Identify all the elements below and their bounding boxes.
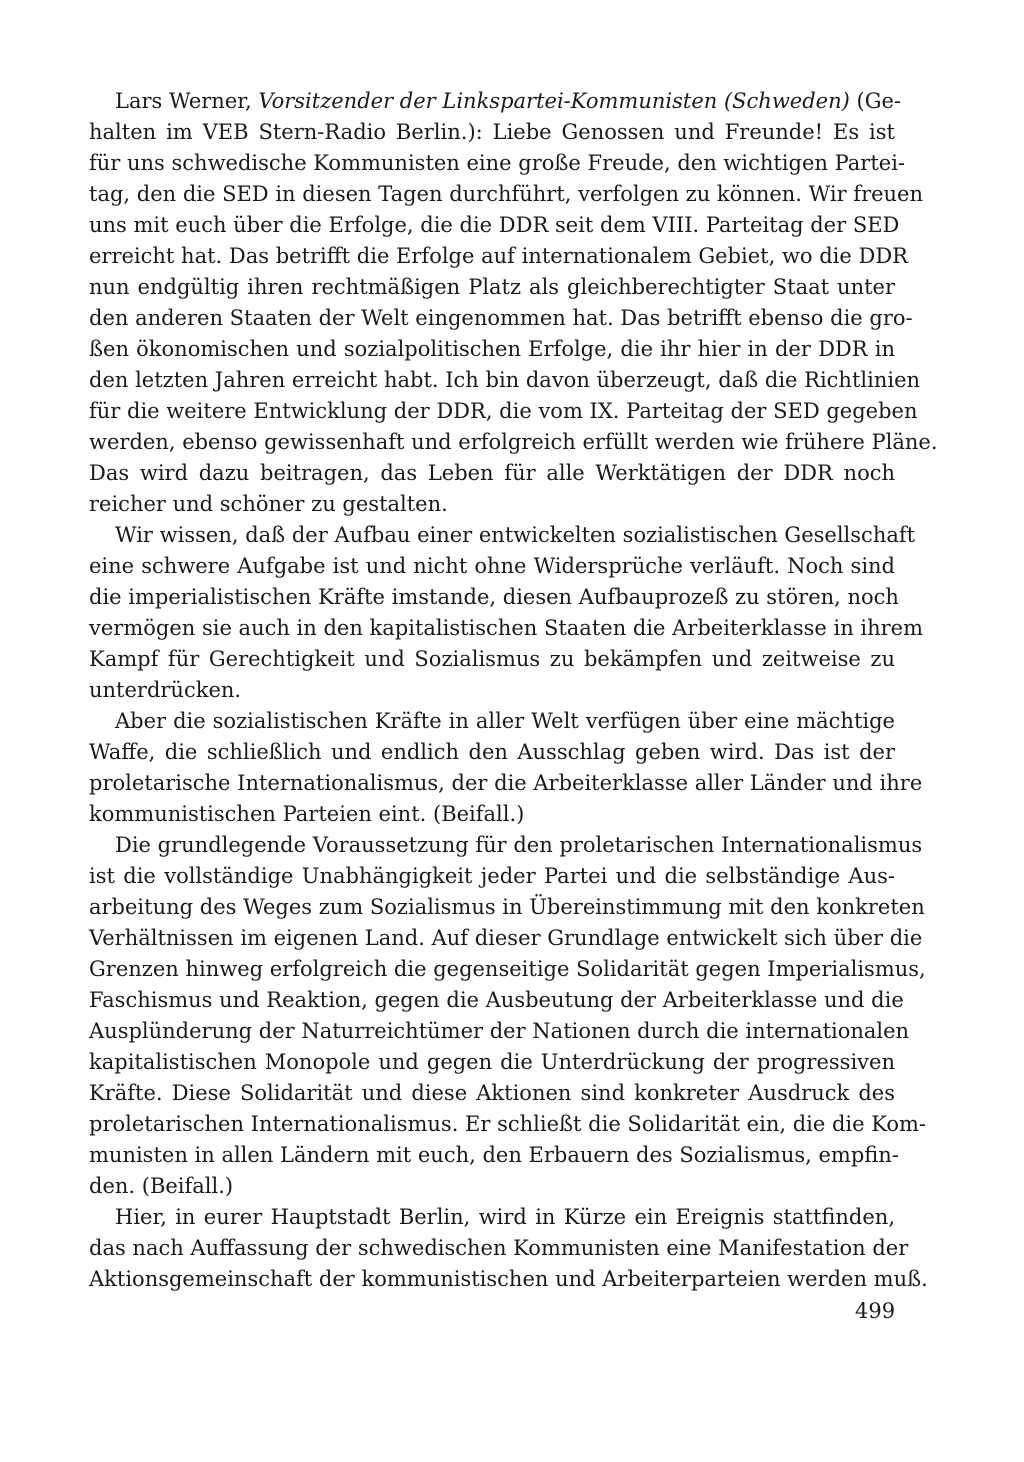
text-line: arbeitung des Weges zum Sozialismus in Übereinstimmung mit den konkreten xyxy=(89,895,925,919)
text-line: vermögen sie auch in den kapitalistischen Staaten die Arbeiterklasse in ihrem xyxy=(89,616,924,640)
text-line: das nach Auffassung der schwedischen Kommunisten eine Manifestation der xyxy=(89,1236,909,1260)
text-line: munisten in allen Ländern mit euch, den Erbauern des Sozialismus, empfin- xyxy=(89,1143,899,1167)
text-line: ist die vollständige Unabhängigkeit jeder Partei und die selbständige Aus- xyxy=(89,864,895,888)
opening-line-rest: (Ge- xyxy=(856,89,901,113)
text-line: werden, ebenso gewissenhaft und erfolgreich erfüllt werden wie frühere Pläne. xyxy=(89,430,938,454)
text-line: unterdrücken. xyxy=(89,678,242,702)
text-line: Ausplünderung der Naturreichtümer der Nationen durch die internationalen xyxy=(89,1019,910,1043)
text-line: eine schwere Aufgabe ist und nicht ohne Widersprüche verläuft. Noch sind xyxy=(89,554,895,578)
text-line: proletarische Internationalismus, der die Arbeiterklasse aller Länder und ihre xyxy=(89,771,923,795)
text-line: den anderen Staaten der Welt eingenommen hat. Das betrifft ebenso die gro- xyxy=(89,306,913,330)
text-line: Wir wissen, daß der Aufbau einer entwickelten sozialistischen Gesellschaft xyxy=(115,523,916,547)
page-number: 499 xyxy=(855,1299,896,1323)
text-line: die imperialistischen Kräfte imstande, diesen Aufbauprozeß zu stören, noch xyxy=(89,585,899,609)
paragraph xyxy=(89,706,923,830)
speaker-role: Vorsitzender der Linkspartei-Kommunisten (Schweden) xyxy=(258,89,850,113)
text-line: kommunistischen Parteien eint. (Beifall.) xyxy=(89,802,525,826)
text-line: Die grundlegende Voraussetzung für den proletarischen Internationalismus xyxy=(115,833,923,857)
text-line: für die weitere Entwicklung der DDR, die vom IX. Parteitag der SED gegeben xyxy=(89,399,918,423)
text-line: Faschismus und Reaktion, gegen die Ausbeutung der Arbeiterklasse und die xyxy=(89,988,904,1012)
text-line: Kampf für Gerechtigkeit und Sozialismus zu bekämpfen und zeitweise zu xyxy=(89,647,895,671)
text-line: kapitalistischen Monopole und gegen die Unterdrückung der progressiven xyxy=(89,1050,895,1074)
text-line: erreicht hat. Das betrifft die Erfolge auf internationalem Gebiet, wo die DDR xyxy=(89,244,908,268)
text-line: Waffe, die schließlich und endlich den Ausschlag geben wird. Das ist der xyxy=(89,740,895,764)
text-line: tag, den die SED in diesen Tagen durchführt, verfolgen zu können. Wir freuen xyxy=(89,182,924,206)
paragraph xyxy=(89,830,927,1202)
text-line: reicher und schöner zu gestalten. xyxy=(89,492,448,516)
text-line: Kräfte. Diese Solidarität und diese Aktionen sind konkreter Ausdruck des xyxy=(89,1081,895,1105)
text-line: Das wird dazu beitragen, das Leben für alle Werktätigen der DDR noch xyxy=(89,461,895,485)
text-line: proletarischen Internationalismus. Er schließt die Solidarität ein, die die Kom- xyxy=(89,1112,927,1136)
text-line: Grenzen hinweg erfolgreich die gegenseitige Solidarität gegen Imperialismus, xyxy=(89,957,926,981)
text-line: Aktionsgemeinschaft der kommunistischen und Arbeiterparteien werden muß. xyxy=(89,1267,928,1291)
text-line: den letzten Jahren erreicht habt. Ich bin davon überzeugt, daß die Richtlinien xyxy=(89,368,921,392)
speaker-name: Lars Werner, xyxy=(115,89,252,113)
opening-line xyxy=(89,86,901,117)
text-line: ßen ökonomischen und sozialpolitischen Erfolge, die ihr hier in der DDR in xyxy=(89,337,895,361)
text-line: Hier, in eurer Hauptstadt Berlin, wird in Kürze ein Ereignis stattfinden, xyxy=(115,1205,895,1229)
paragraphs xyxy=(89,117,938,1295)
text-line: Aber die sozialistischen Kräfte in aller Welt verfügen über eine mächtige xyxy=(115,709,895,733)
page-body xyxy=(89,86,938,1295)
paragraph xyxy=(89,1202,928,1295)
text-line: halten im VEB Stern-Radio Berlin.): Liebe Genossen und Freunde! Es ist xyxy=(89,120,895,144)
text-line: den. (Beifall.) xyxy=(89,1174,234,1198)
text-line: uns mit euch über die Erfolge, die die DDR seit dem VIII. Parteitag der SED xyxy=(89,213,900,237)
text-line: für uns schwedische Kommunisten eine große Freude, den wichtigen Partei- xyxy=(89,151,906,175)
text-line: nun endgültig ihren rechtmäßigen Platz als gleichberechtigter Staat unter xyxy=(89,275,895,299)
text-line: Verhältnissen im eigenen Land. Auf dieser Grundlage entwickelt sich über die xyxy=(89,926,923,950)
paragraph xyxy=(89,117,938,520)
paragraph xyxy=(89,520,924,706)
